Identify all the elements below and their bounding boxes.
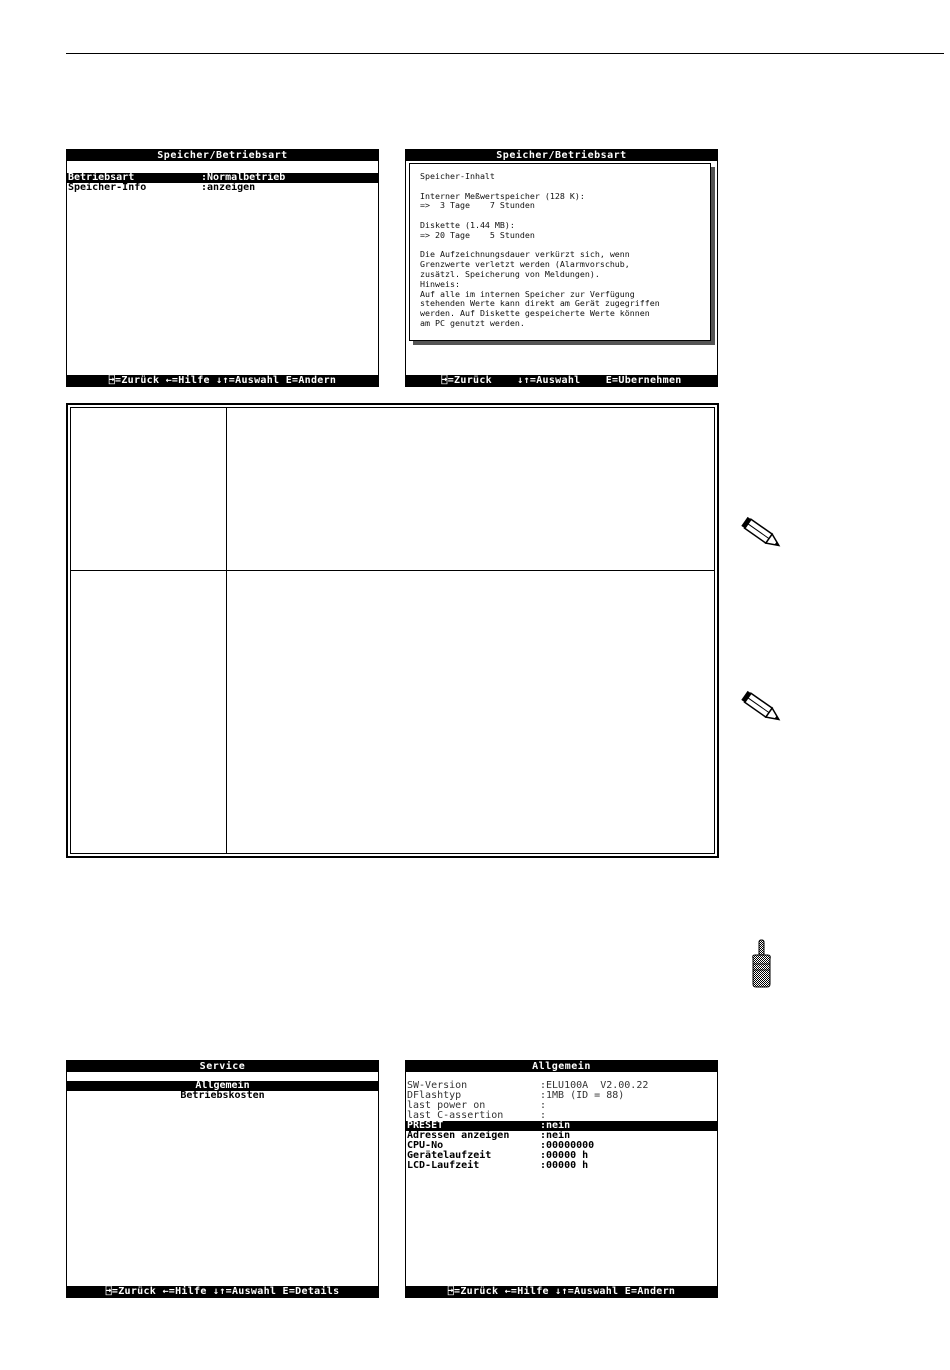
screen-speicher-info-popup (405, 149, 718, 387)
menu-item-betriebskosten[interactable]: Betriebskosten (180, 1090, 265, 1101)
screen-title: Speicher/Betriebsart (406, 150, 717, 161)
info-row-lcd-laufzeit (406, 1161, 717, 1171)
screen-title: Allgemein (406, 1061, 717, 1072)
screen-speicher-betriebsart (66, 149, 379, 387)
screen-body (67, 1073, 378, 1285)
row-label: Gerätelaufzeit (407, 1150, 492, 1161)
popup-line: => 20 Tage 5 Stunden (420, 229, 535, 240)
popup-line: Speicher-Inhalt (420, 171, 495, 181)
key-hint-footer: ⍈=Zurück ↓↑=Auswahl E=Übernehmen (406, 375, 717, 386)
popup-line: => 3 Tage 7 Stunden (420, 200, 535, 211)
row-value: :00000 h (540, 1160, 589, 1171)
row-value: :anzeigen (201, 182, 256, 193)
key-hint-footer: ⍈=Zurück ←=Hilfe ↓↑=Auswahl E=Details (67, 1286, 378, 1297)
row-value: : (540, 1110, 547, 1121)
table-row-divider (71, 570, 714, 571)
row-label: DFlashtyp (407, 1090, 462, 1101)
row-label: Adressen anzeigen (407, 1130, 510, 1141)
row-value: :nein (540, 1120, 571, 1131)
row-value: :00000 h (540, 1150, 589, 1161)
top-rule (66, 53, 944, 54)
popup-line: Auf alle im internen Speicher zur Verfügung (420, 288, 635, 299)
description-table (66, 403, 719, 858)
row-label: Speicher-Info (68, 182, 147, 193)
popup-line: zusätzl. Speicherung von Meldungen). (420, 268, 600, 279)
popup-line: stehenden Werte kann direkt am Gerät zugegriffen (420, 298, 660, 309)
row-value: :ELU100A V2.00.22 (540, 1080, 649, 1091)
row-label: CPU-No (407, 1140, 444, 1151)
row-label: PRESET (407, 1120, 444, 1131)
pencil-note-icon (738, 516, 788, 554)
row-label: last power on (407, 1100, 486, 1111)
row-value: : (540, 1100, 547, 1111)
key-hint-footer: ⍈=Zurück ←=Hilfe ↓↑=Auswahl E=Ändern (406, 1286, 717, 1297)
pointing-hand-icon (748, 938, 774, 990)
row-value: :00000000 (540, 1140, 595, 1151)
popup-line: am PC genutzt werden. (420, 317, 525, 328)
row-label: SW-Version (407, 1080, 468, 1091)
row-label: LCD-Laufzeit (407, 1160, 480, 1171)
table-column-divider (226, 408, 227, 853)
screen-service (66, 1060, 379, 1298)
popup-line: Diskette (1.44 MB): (420, 219, 515, 230)
pencil-note-icon (738, 690, 788, 728)
popup-line: Interner Meßwertspeicher (128 K): (420, 190, 585, 201)
menu-item-allgemein[interactable]: Allgemein (67, 1081, 378, 1091)
screen-title: Speicher/Betriebsart (67, 150, 378, 161)
row-value: :nein (540, 1130, 571, 1141)
row-value: :1MB (ID = 88) (540, 1090, 625, 1101)
menu-row-speicher-info[interactable] (67, 183, 378, 193)
popup-line: werden. Auf Diskette gespeicherte Werte können (420, 308, 650, 319)
screen-allgemein (405, 1060, 718, 1298)
screen-title: Service (67, 1061, 378, 1072)
popup-line: Hinweis: (420, 278, 460, 289)
popup-line: Grenzwerte verletzt werden (Alarmvorschub, (420, 259, 630, 270)
row-label: last C-assertion (407, 1110, 504, 1121)
screen-body (67, 162, 378, 374)
info-popup (409, 163, 711, 341)
key-hint-footer: ⍈=Zurück ←=Hilfe ↓↑=Auswahl E=Ändern (67, 375, 378, 386)
popup-line: Die Aufzeichnungsdauer verkürzt sich, wenn (420, 249, 630, 260)
row-value: :Normalbetrieb (201, 172, 286, 183)
popup-text (420, 172, 700, 329)
screen-body (406, 1073, 717, 1285)
row-label: Betriebsart (68, 172, 135, 183)
table-inner-border (70, 407, 715, 854)
